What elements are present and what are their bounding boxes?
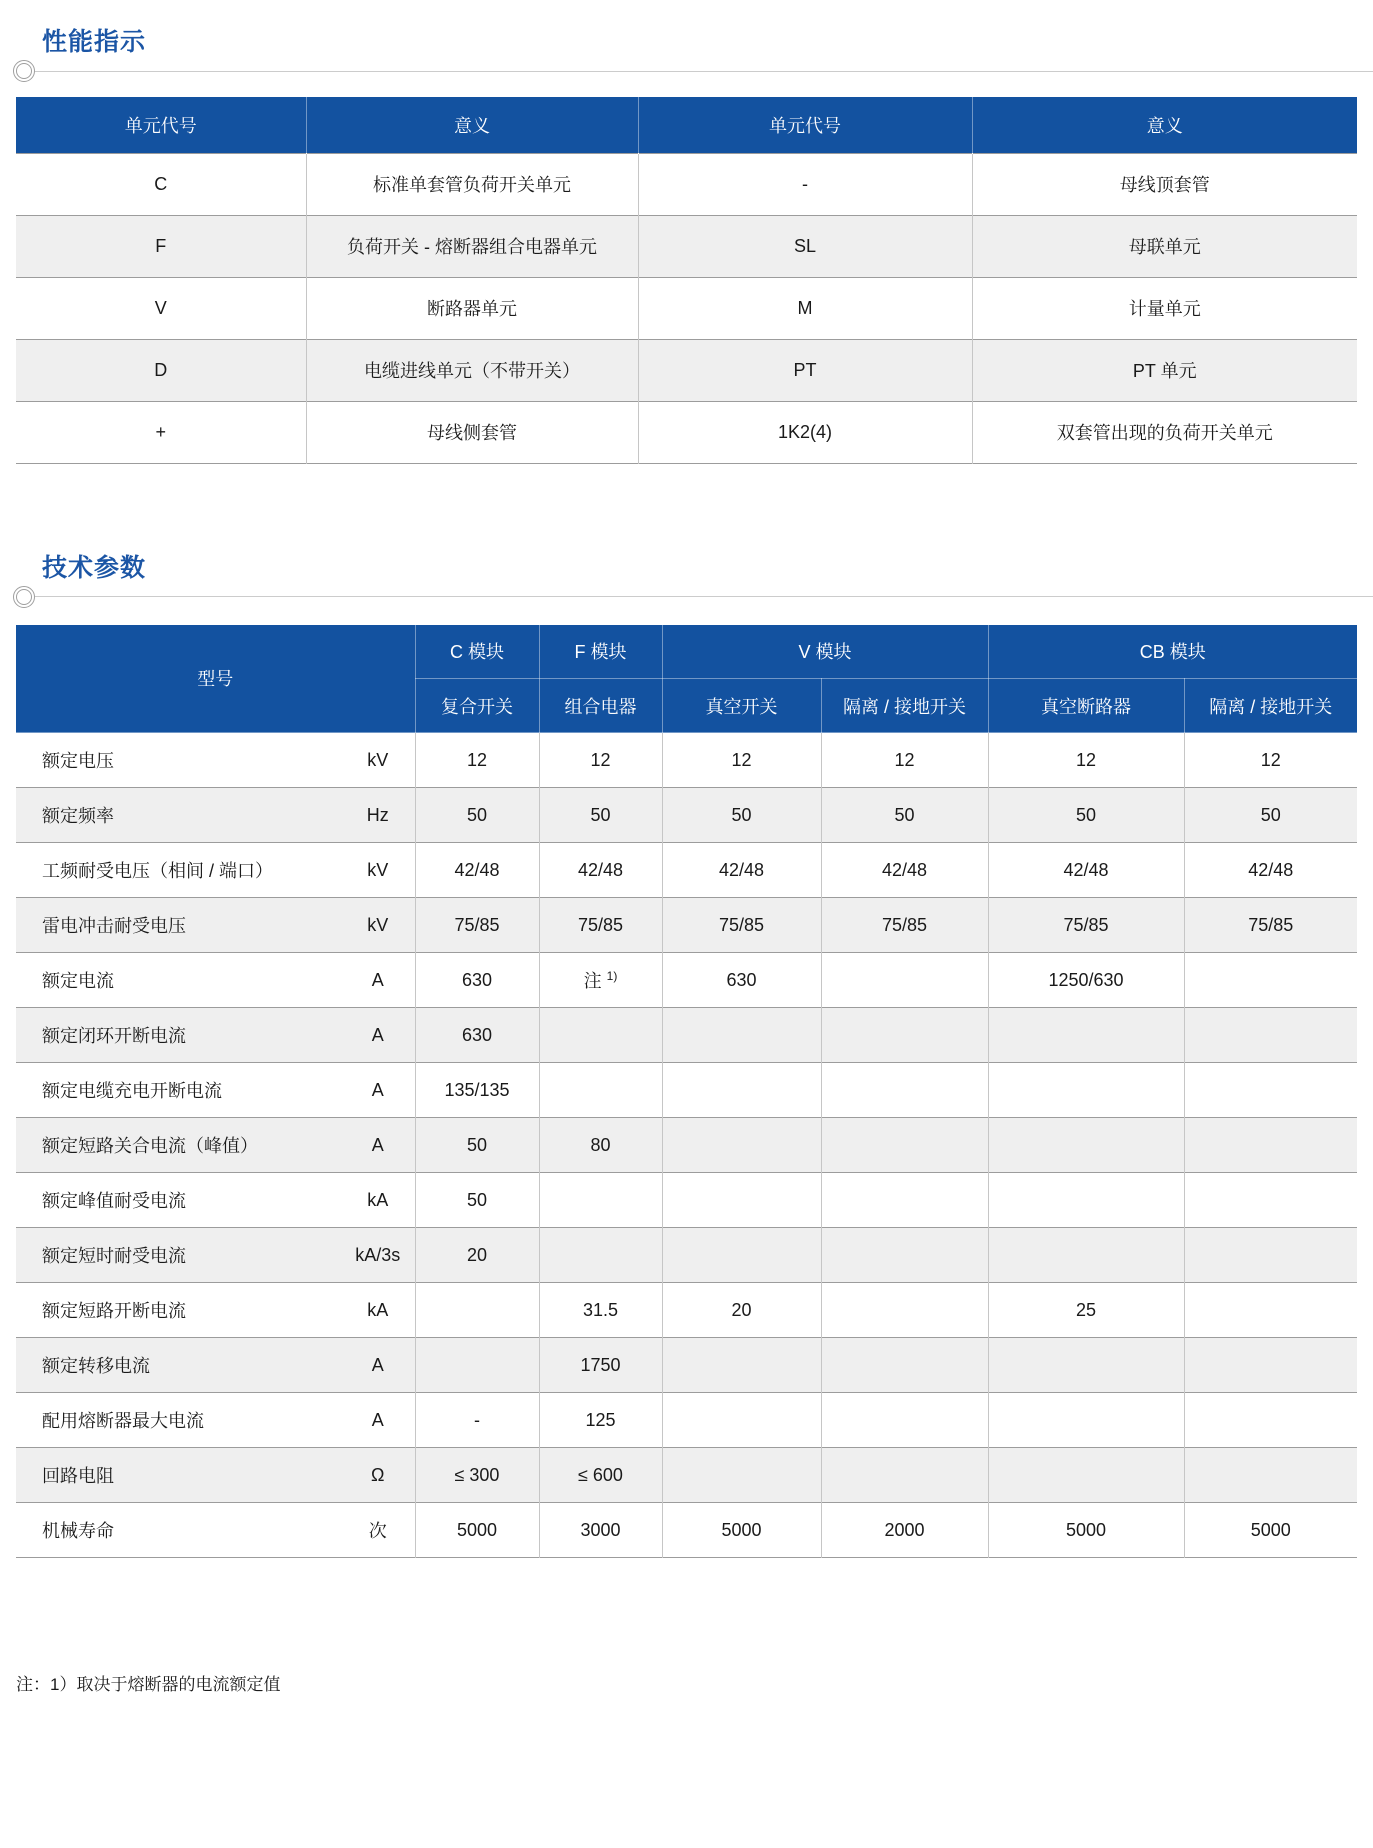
table-row — [16, 1228, 1357, 1283]
sub-header: 组合电器 — [539, 679, 662, 733]
table-cell — [988, 1338, 1184, 1393]
parameter-label: 额定电流 — [16, 953, 341, 1008]
table-cell: 50 — [1184, 788, 1357, 843]
table-cell: 50 — [539, 788, 662, 843]
table-cell: 630 — [415, 953, 539, 1008]
parameter-label: 额定短路关合电流（峰值） — [16, 1118, 341, 1173]
table-cell — [415, 1283, 539, 1338]
table-cell: PT — [638, 339, 972, 401]
table-cell: 25 — [988, 1283, 1184, 1338]
parameter-label: 工频耐受电压（相间 / 端口） — [16, 843, 341, 898]
table-cell — [821, 1393, 988, 1448]
parameter-unit: A — [341, 1063, 415, 1118]
parameter-label: 额定短时耐受电流 — [16, 1228, 341, 1283]
table-cell: 2000 — [821, 1503, 988, 1558]
table-cell: - — [638, 153, 972, 215]
table-header-row — [16, 97, 1357, 153]
section-performance — [0, 0, 1373, 464]
table-cell: 双套管出现的负荷开关单元 — [972, 401, 1357, 463]
technical-parameters-table — [16, 625, 1357, 1559]
table-cell — [662, 1228, 821, 1283]
table-cell: 50 — [988, 788, 1184, 843]
parameter-label: 额定短路开断电流 — [16, 1283, 341, 1338]
table-row — [16, 339, 1357, 401]
divider-line — [35, 596, 1373, 597]
corner-header: 型号 — [16, 625, 415, 733]
sub-header: 复合开关 — [415, 679, 539, 733]
table-cell: 50 — [415, 1173, 539, 1228]
section-title-parameters: 技术参数 — [42, 553, 147, 582]
table-cell: 1250/630 — [988, 953, 1184, 1008]
table-cell: 75/85 — [988, 898, 1184, 953]
parameter-label: 额定频率 — [16, 788, 341, 843]
parameter-unit: kV — [341, 733, 415, 788]
table-cell: 计量单元 — [972, 277, 1357, 339]
table-cell — [988, 1173, 1184, 1228]
table-cell: 3000 — [539, 1503, 662, 1558]
table-cell: 80 — [539, 1118, 662, 1173]
table-cell — [1184, 1338, 1357, 1393]
table-cell — [662, 1008, 821, 1063]
table-cell — [1184, 1008, 1357, 1063]
parameter-label: 额定闭环开断电流 — [16, 1008, 341, 1063]
section-title-performance: 性能指示 — [42, 28, 147, 56]
table-row — [16, 1283, 1357, 1338]
table-row — [16, 1118, 1357, 1173]
table-cell — [821, 1173, 988, 1228]
parameter-label: 机械寿命 — [16, 1503, 341, 1558]
parameter-unit: kV — [341, 898, 415, 953]
table-row — [16, 788, 1357, 843]
table-cell: 12 — [988, 733, 1184, 788]
table-cell: 125 — [539, 1393, 662, 1448]
parameter-unit: A — [341, 1118, 415, 1173]
ring-icon — [13, 586, 35, 608]
table-cell: 75/85 — [1184, 898, 1357, 953]
table-cell: 5000 — [988, 1503, 1184, 1558]
parameter-label: 回路电阻 — [16, 1448, 341, 1503]
table-cell — [988, 1393, 1184, 1448]
table-cell: PT 单元 — [972, 339, 1357, 401]
table-cell: 断路器单元 — [306, 277, 638, 339]
table-cell: 42/48 — [1184, 843, 1357, 898]
table-cell — [1184, 1393, 1357, 1448]
sub-header: 真空开关 — [662, 679, 821, 733]
table-cell: 5000 — [1184, 1503, 1357, 1558]
table-cell: - — [415, 1393, 539, 1448]
table-cell: 50 — [415, 788, 539, 843]
table-cell: 75/85 — [415, 898, 539, 953]
parameter-unit: 次 — [341, 1503, 415, 1558]
parameter-label: 雷电冲击耐受电压 — [16, 898, 341, 953]
table-cell — [821, 1283, 988, 1338]
table-cell: 负荷开关 - 熔断器组合电器单元 — [306, 215, 638, 277]
table-cell — [821, 1338, 988, 1393]
table-cell: M — [638, 277, 972, 339]
sub-header: 隔离 / 接地开关 — [821, 679, 988, 733]
table-cell — [1184, 1283, 1357, 1338]
table-group-header-row — [16, 625, 1357, 679]
table-cell: 5000 — [415, 1503, 539, 1558]
table-cell: 50 — [415, 1118, 539, 1173]
group-header: CB 模块 — [988, 625, 1357, 679]
table-row — [16, 1393, 1357, 1448]
table-cell: 20 — [662, 1283, 821, 1338]
table-cell — [662, 1393, 821, 1448]
table-cell: 标准单套管负荷开关单元 — [306, 153, 638, 215]
parameter-unit: kA — [341, 1283, 415, 1338]
table-cell — [539, 1008, 662, 1063]
table-cell: 母线顶套管 — [972, 153, 1357, 215]
footnote: 注：1）取决于熔断器的电流额定值 — [16, 1675, 281, 1694]
parameter-unit: A — [341, 1338, 415, 1393]
table-cell — [1184, 1228, 1357, 1283]
table-cell — [821, 953, 988, 1008]
parameter-unit: A — [341, 1008, 415, 1063]
table-cell: 630 — [415, 1008, 539, 1063]
parameter-label: 额定电缆充电开断电流 — [16, 1063, 341, 1118]
table-cell — [821, 1448, 988, 1503]
table-cell: 20 — [415, 1228, 539, 1283]
table-row — [16, 953, 1357, 1008]
parameter-label: 额定转移电流 — [16, 1338, 341, 1393]
table-cell: 42/48 — [415, 843, 539, 898]
group-header: V 模块 — [662, 625, 988, 679]
table-cell: F — [16, 215, 306, 277]
parameter-unit: kA — [341, 1173, 415, 1228]
table-cell: 42/48 — [539, 843, 662, 898]
table-cell: 12 — [539, 733, 662, 788]
column-header: 单元代号 — [16, 97, 306, 153]
table-row — [16, 1338, 1357, 1393]
unit-code-table — [16, 97, 1357, 464]
table-cell: C — [16, 153, 306, 215]
group-header: F 模块 — [539, 625, 662, 679]
table-row — [16, 898, 1357, 953]
table-cell: 50 — [821, 788, 988, 843]
table-cell — [539, 1063, 662, 1118]
section-divider — [0, 59, 1373, 83]
table-cell — [662, 1448, 821, 1503]
parameter-unit: Ω — [341, 1448, 415, 1503]
table-row — [16, 1173, 1357, 1228]
table-cell — [988, 1008, 1184, 1063]
table-cell: 1750 — [539, 1338, 662, 1393]
table-cell: 75/85 — [662, 898, 821, 953]
table-cell: ≤ 300 — [415, 1448, 539, 1503]
table-cell: 母线侧套管 — [306, 401, 638, 463]
table-cell — [1184, 1173, 1357, 1228]
table-row — [16, 215, 1357, 277]
table-cell: 42/48 — [662, 843, 821, 898]
sub-header: 真空断路器 — [988, 679, 1184, 733]
parameter-unit: kA/3s — [341, 1228, 415, 1283]
table-cell — [539, 953, 662, 1008]
table-cell: 5000 — [662, 1503, 821, 1558]
table-cell — [988, 1118, 1184, 1173]
table-cell — [415, 1338, 539, 1393]
table-cell: ≤ 600 — [539, 1448, 662, 1503]
parameter-unit: Hz — [341, 788, 415, 843]
table-cell: 电缆进线单元（不带开关） — [306, 339, 638, 401]
table-cell — [1184, 1118, 1357, 1173]
table-cell: 50 — [662, 788, 821, 843]
table-cell: 135/135 — [415, 1063, 539, 1118]
divider-line — [35, 71, 1373, 72]
table-row — [16, 843, 1357, 898]
table-cell: 12 — [1184, 733, 1357, 788]
table-cell: D — [16, 339, 306, 401]
parameter-label: 额定电压 — [16, 733, 341, 788]
table-cell: SL — [638, 215, 972, 277]
section-parameters — [0, 464, 1373, 1559]
table-row — [16, 1448, 1357, 1503]
table-row — [16, 401, 1357, 463]
table-cell: V — [16, 277, 306, 339]
table-cell — [662, 1063, 821, 1118]
table-cell — [821, 1228, 988, 1283]
parameter-unit: A — [341, 953, 415, 1008]
table-row — [16, 153, 1357, 215]
ring-icon — [13, 60, 35, 82]
table-row — [16, 1503, 1357, 1558]
table-row — [16, 1008, 1357, 1063]
column-header: 意义 — [306, 97, 638, 153]
column-header: 意义 — [972, 97, 1357, 153]
table-cell — [539, 1173, 662, 1228]
table-cell — [821, 1118, 988, 1173]
table-cell: + — [16, 401, 306, 463]
table-cell — [1184, 1448, 1357, 1503]
table-cell — [821, 1063, 988, 1118]
table-cell: 75/85 — [539, 898, 662, 953]
parameter-unit: kV — [341, 843, 415, 898]
table-cell — [662, 1118, 821, 1173]
table-cell: 42/48 — [821, 843, 988, 898]
table-cell: 母联单元 — [972, 215, 1357, 277]
table-row — [16, 1063, 1357, 1118]
table-cell — [821, 1008, 988, 1063]
section-divider — [0, 585, 1373, 609]
table-cell — [1184, 1063, 1357, 1118]
table-row — [16, 277, 1357, 339]
table-cell — [1184, 953, 1357, 1008]
table-cell: 12 — [662, 733, 821, 788]
sub-header: 隔离 / 接地开关 — [1184, 679, 1357, 733]
parameter-label: 配用熔断器最大电流 — [16, 1393, 341, 1448]
table-cell — [988, 1063, 1184, 1118]
cell-text: 注 — [583, 971, 607, 991]
table-cell — [662, 1173, 821, 1228]
footnote-ref: 1) — [606, 969, 618, 983]
group-header: C 模块 — [415, 625, 539, 679]
table-cell: 75/85 — [821, 898, 988, 953]
table-cell: 12 — [415, 733, 539, 788]
parameter-label: 额定峰值耐受电流 — [16, 1173, 341, 1228]
table-cell — [988, 1448, 1184, 1503]
table-cell — [662, 1338, 821, 1393]
table-row — [16, 733, 1357, 788]
table-cell — [988, 1228, 1184, 1283]
table-cell: 12 — [821, 733, 988, 788]
column-header: 单元代号 — [638, 97, 972, 153]
table-cell: 630 — [662, 953, 821, 1008]
table-cell — [539, 1228, 662, 1283]
table-cell: 1K2(4) — [638, 401, 972, 463]
parameter-unit: A — [341, 1393, 415, 1448]
table-cell: 31.5 — [539, 1283, 662, 1338]
table-cell: 42/48 — [988, 843, 1184, 898]
